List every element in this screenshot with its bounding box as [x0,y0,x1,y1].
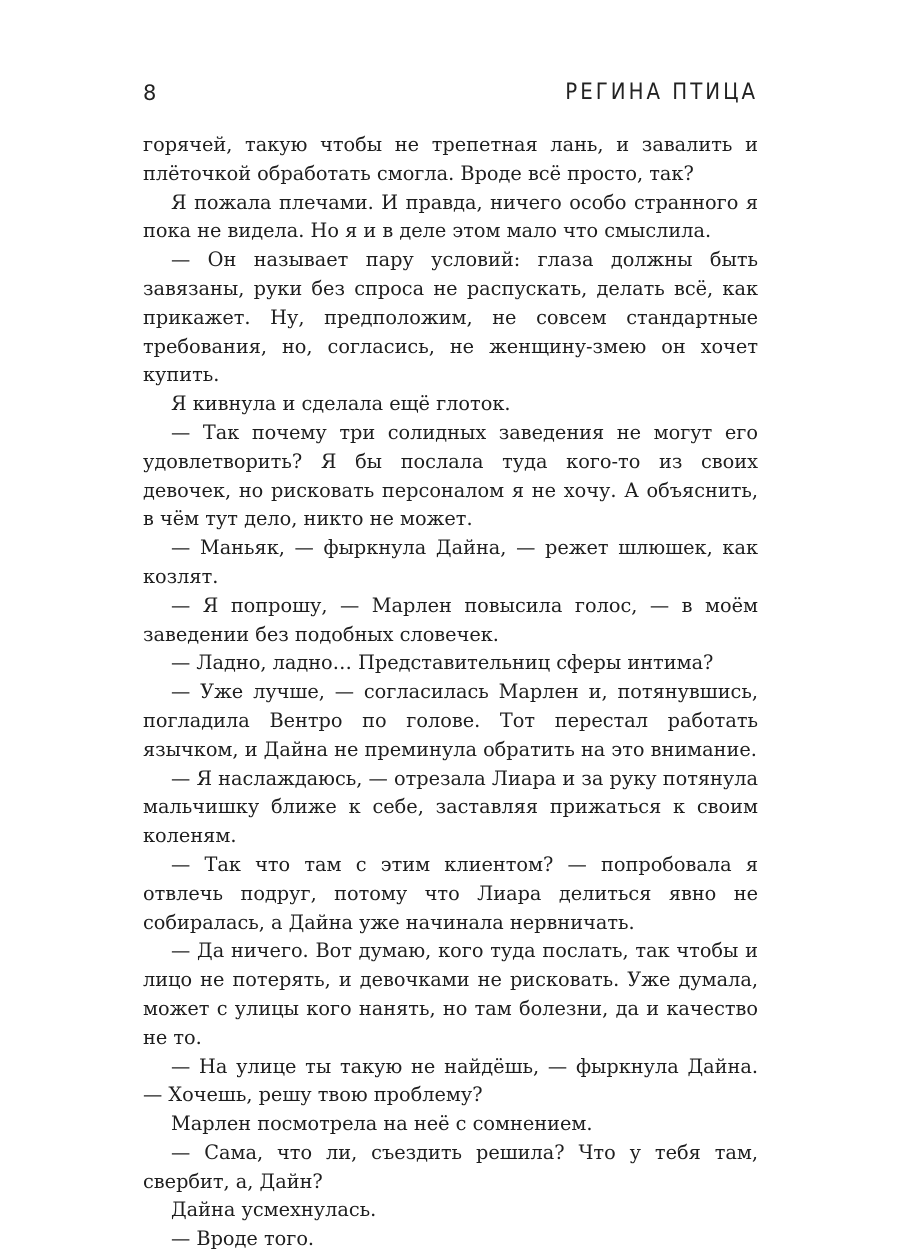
page-number: 8 [143,81,157,105]
paragraph: — Так почему три солидных заведения не могут его удовлетворить? Я бы послала туда кого-то из своих девочек, но рисковать персоналом я не хочу. А объяснить, в чём тут дело, никто не может. [143,420,758,531]
paragraph: — Сама, что ли, съездить решила? Что у тебя там, свербит, а, Дайн? [143,1140,758,1193]
author-name: РЕГИНА ПТИЦА [565,80,758,105]
paragraph: — Уже лучше, — согласилась Марлен и, потянувшись, погладила Вентро по голове. Тот перестал работать язычком, и Дайна не преминула обратить на это внимание. [143,680,758,761]
paragraph: — Я наслаждаюсь, — отрезала Лиара и за руку потянула мальчишку ближе к себе, заставляя прижаться к своим коленям. [143,766,758,848]
paragraph: горячей, такую чтобы не трепетная лань, и завалить и плёточкой обработать смогла. Вроде всё просто, так? [143,133,758,185]
paragraph: Я пожала плечами. И правда, ничего особо странного я пока не видела. Но я и в деле этом мало что смыслила. [143,190,758,243]
paragraph: — Он называет пару условий: глаза должны быть завязаны, руки без спроса не распускать, делать всё, как прикажет. Ну, предположим, не совсем стандартные требования, но, согласись, не женщину-змею он хочет купить. [143,248,758,387]
paragraph: Я кивнула и сделала ещё глоток. [171,392,511,416]
paragraph: — Так что там с этим клиентом? — попробовала я отвлечь подруг, потому что Лиара делиться явно не собиралась, а Дайна уже начинала нервничать. [143,852,758,934]
paragraph: — Вроде того. [171,1227,315,1251]
paragraph: — Ладно, ладно… Представительниц сферы интима? [171,651,714,675]
paragraph: Дайна усмехнулась. [171,1198,377,1222]
paragraph: — Да ничего. Вот думаю, кого туда послать, так чтобы и лицо не потерять, и девочками не рисковать. Уже думала, может с улицы кого нанять, но там болезни, да и качество не то. [143,939,758,1049]
body-text [143,131,758,1254]
paragraph: Марлен посмотрела на неё с сомнением. [171,1112,593,1136]
paragraph: — На улице ты такую не найдёшь, — фыркнула Дайна. — Хочешь, решу твою проблему? [143,1054,758,1107]
paragraph: — Я попрошу, — Марлен повысила голос, — в моём заведении без подобных словечек. [143,593,758,646]
running-head [143,78,758,108]
paragraph: — Маньяк, — фыркнула Дайна, — режет шлюшек, как козлят. [143,536,758,588]
